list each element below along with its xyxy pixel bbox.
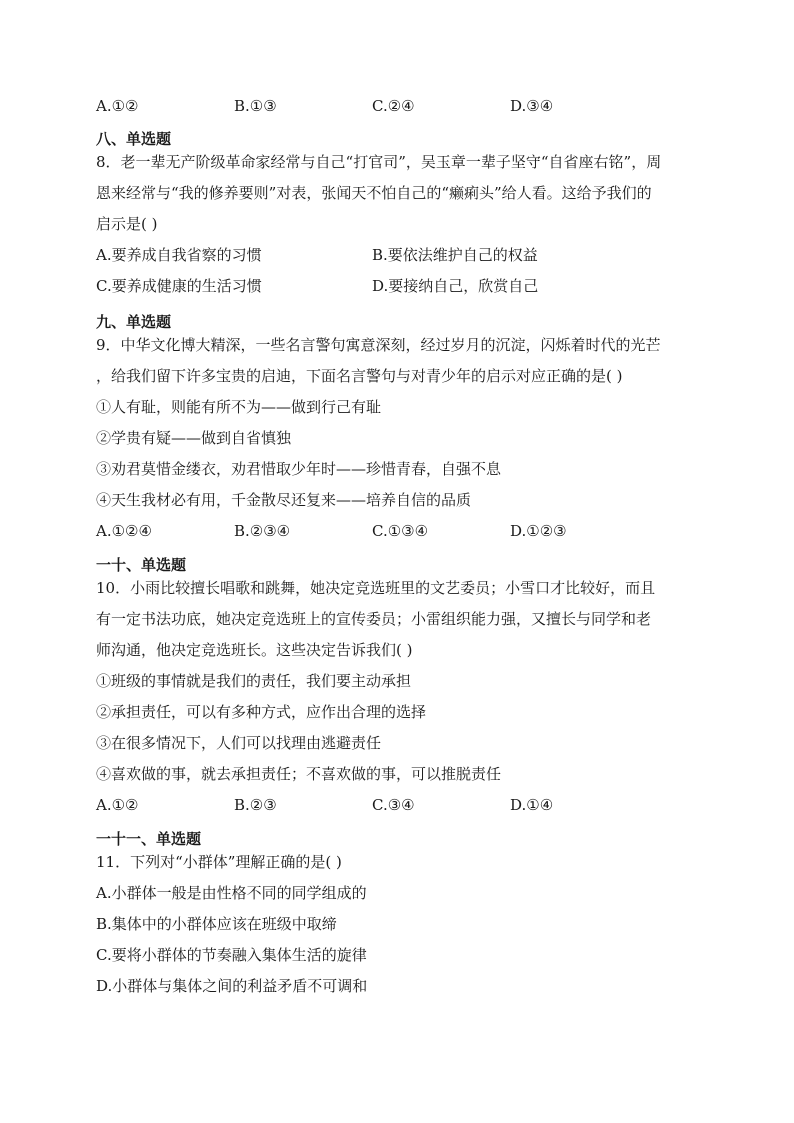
q9-option-a: A.①②④: [96, 522, 152, 540]
q10-stem-line: 有一定书法功底，她决定竞选班上的宣传委员；小雷组织能力强，又擅长与同学和老: [96, 610, 652, 628]
q10-item: ②承担责任，可以有多种方式，应作出合理的选择: [96, 703, 427, 721]
q9-item: ②学贵有疑——做到自省慎独: [96, 429, 292, 447]
q9-stem-line: ，给我们留下许多宝贵的启迪，下面名言警句与对青少年的启示对应正确的是( ): [96, 367, 623, 385]
q8-stem-line: 8．老一辈无产阶级革命家经常与自己“打官司”，吴玉章一辈子坚守“自省座右铭”，周: [96, 153, 662, 171]
q10-option-d: D.①④: [510, 796, 554, 814]
q8-option-c: C.要养成健康的生活习惯: [96, 277, 262, 295]
q9-stem-line: 9．中华文化博大精深，一些名言警句寓意深刻，经过岁月的沉淀，闪烁着时代的光芒: [96, 336, 661, 354]
q11-option-b: B.集体中的小群体应该在班级中取缔: [96, 915, 337, 933]
q9-option-c: C.①③④: [372, 522, 429, 540]
q10-option-b: B.②③: [234, 796, 277, 814]
section-8-heading: 八、单选题: [96, 130, 172, 148]
q8-option-d: D.要接纳自己，欣赏自己: [372, 277, 539, 295]
q8-option-a: A.要养成自我省察的习惯: [96, 246, 262, 264]
section-9-heading: 九、单选题: [96, 313, 172, 331]
q8-option-b: B.要依法维护自己的权益: [372, 246, 538, 264]
q9-item: ④天生我材必有用，千金散尽还复来——培养自信的品质: [96, 491, 472, 509]
section-10-heading: 一十、单选题: [96, 556, 187, 574]
section-11-heading: 一十一、单选题: [96, 830, 202, 848]
q7-option-d: D.③④: [510, 97, 554, 115]
q9-option-b: B.②③④: [234, 522, 291, 540]
q8-stem-line: 恩来经常与“我的修养要则”对表，张闻天不怕自己的“癞痢头”给人看。这给予我们的: [96, 184, 652, 202]
q9-item: ①人有耻，则能有所不为——做到行己有耻: [96, 398, 382, 416]
q9-item: ③劝君莫惜金缕衣，劝君惜取少年时——珍惜青春，自强不息: [96, 460, 502, 478]
q10-item: ③在很多情况下，人们可以找理由逃避责任: [96, 734, 382, 752]
q11-stem-line: 11．下列对“小群体”理解正确的是( ): [96, 853, 342, 871]
q7-option-c: C.②④: [372, 97, 415, 115]
q10-item: ④喜欢做的事，就去承担责任；不喜欢做的事，可以推脱责任: [96, 765, 502, 783]
q10-stem-line: 师沟通，他决定竞选班长。这些决定告诉我们( ): [96, 641, 413, 659]
q9-option-d: D.①②③: [510, 522, 567, 540]
q11-option-d: D.小群体与集体之间的利益矛盾不可调和: [96, 977, 368, 995]
q10-option-c: C.③④: [372, 796, 415, 814]
q7-option-b: B.①③: [234, 97, 277, 115]
q7-option-a: A.①②: [96, 97, 139, 115]
q11-option-a: A.小群体一般是由性格不同的同学组成的: [96, 884, 367, 902]
q10-option-a: A.①②: [96, 796, 139, 814]
q11-option-c: C.要将小群体的节奏融入集体生活的旋律: [96, 946, 367, 964]
q10-stem-line: 10．小雨比较擅长唱歌和跳舞，她决定竞选班里的文艺委员；小雪口才比较好，而且: [96, 579, 656, 597]
q10-item: ①班级的事情就是我们的责任，我们要主动承担: [96, 672, 412, 690]
q8-stem-line: 启示是( ): [96, 215, 158, 233]
